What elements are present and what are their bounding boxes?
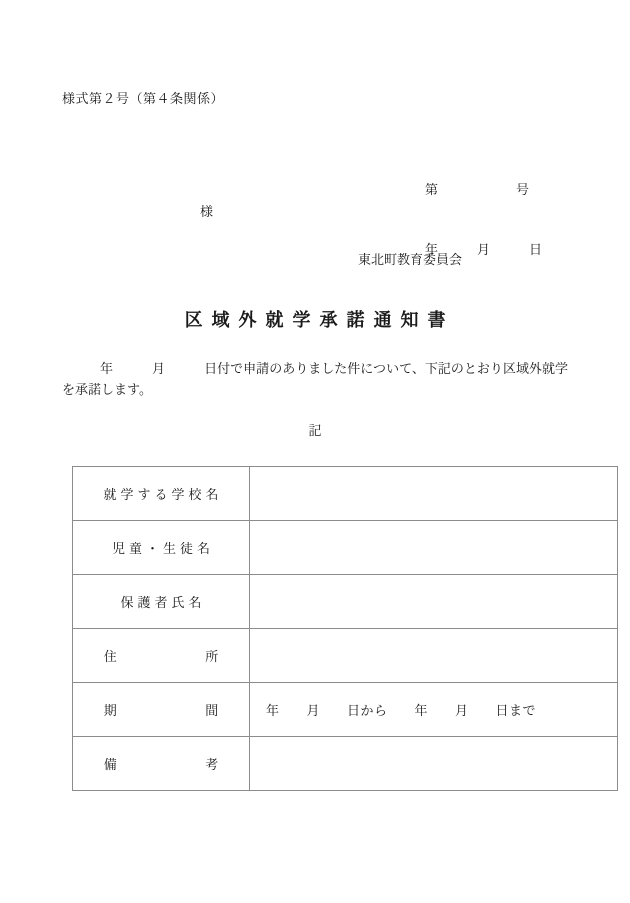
row-label-guardian [73,575,250,629]
application-details-table [72,466,618,791]
row-label-period [73,683,250,737]
row-value-address[interactable] [250,629,618,683]
addressee-honorific: 様 [200,204,214,219]
table-row [73,467,618,521]
issuer-name: 東北町教育委員会 [358,252,463,267]
row-value-school[interactable] [250,467,618,521]
row-value-guardian[interactable] [250,575,618,629]
form-number: 様式第２号（第４条関係） [62,91,225,106]
table-row [73,683,618,737]
table-row [73,575,618,629]
row-label-text: 期 間 [103,703,220,718]
table-row [73,737,618,791]
row-label-remarks [73,737,250,791]
row-label-address [73,629,250,683]
document-date-line: 年 月 日 [425,242,543,257]
ki-marker: 記 [308,423,322,438]
row-label-school [73,467,250,521]
table-row [73,521,618,575]
row-label-text: 備 考 [103,757,220,772]
row-value-student[interactable] [250,521,618,575]
table-row [73,629,618,683]
row-value-period[interactable] [250,683,618,737]
row-value-remarks[interactable] [250,737,618,791]
row-label-text: 住 所 [103,649,220,664]
body-paragraph: 年 月 日付で申請のありました件について、下記のとおり区域外就学を承諾します。 [62,361,568,397]
document-meta-block [425,140,542,300]
row-label-text: 保護者氏名 [120,595,206,610]
row-value-text: 年 月 日から 年 月 日まで [266,703,537,718]
document-number-line: 第 号 [425,182,530,197]
page-title: 区域外就学承諾通知書 [184,310,455,330]
row-label-text: 就学する学校名 [103,487,223,502]
row-label-student [73,521,250,575]
row-label-text: 児童・生徒名 [111,541,214,556]
